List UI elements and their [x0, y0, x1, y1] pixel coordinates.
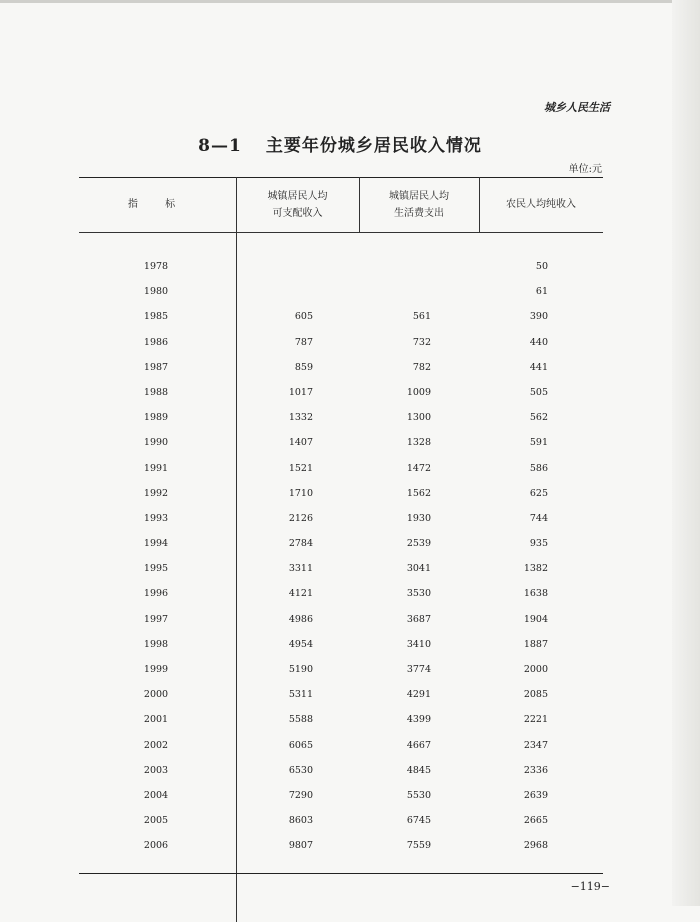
year-cell: 1987 — [143, 361, 169, 373]
urban-expenditure-cell: 3041 — [406, 563, 431, 575]
unit-label: 单位:元 — [568, 164, 602, 175]
urban-expenditure-cell: 3530 — [406, 588, 431, 600]
table-row — [79, 432, 603, 457]
year-cell: 2005 — [143, 815, 169, 827]
rural-income-cell: 1382 — [523, 563, 548, 575]
urban-expenditure-cell: 2539 — [406, 538, 431, 550]
urban-expenditure-cell: 4845 — [406, 764, 431, 776]
urban-income-cell: 3311 — [288, 563, 313, 575]
year-cell: 1993 — [143, 512, 169, 524]
header-line: 城镇居民人均 — [389, 190, 449, 202]
urban-income-cell: 859 — [294, 361, 313, 373]
rural-income-cell: 505 — [529, 386, 548, 398]
urban-expenditure-cell: 7559 — [406, 840, 431, 852]
year-cell: 1990 — [143, 437, 169, 449]
urban-income-cell: 605 — [294, 311, 313, 323]
year-cell: 1998 — [143, 638, 169, 650]
table-row — [79, 533, 603, 558]
table-body — [79, 256, 603, 861]
rural-income-cell: 625 — [529, 487, 548, 499]
urban-income-cell: 9807 — [288, 840, 313, 852]
rural-income-cell: 441 — [529, 361, 548, 373]
urban-income-cell: 1710 — [288, 487, 313, 499]
header-urban-living-expenditure — [359, 177, 479, 232]
table-row — [79, 709, 603, 734]
year-cell: 1991 — [143, 462, 169, 474]
rural-income-cell: 2000 — [523, 664, 548, 675]
year-cell: 1985 — [143, 311, 169, 323]
table-row — [79, 583, 603, 608]
urban-expenditure-cell: 6745 — [406, 815, 431, 827]
urban-expenditure-cell: 561 — [412, 311, 431, 323]
header-line: 城镇居民人均 — [267, 190, 328, 202]
table-bottom-rule — [79, 873, 603, 874]
year-cell: 1988 — [143, 386, 169, 398]
urban-expenditure-cell: 1328 — [406, 437, 431, 449]
year-cell: 2006 — [143, 840, 169, 852]
year-cell: 1986 — [143, 336, 169, 348]
table-title — [0, 131, 680, 156]
urban-expenditure-cell: 782 — [412, 361, 431, 373]
year-cell: 1995 — [143, 563, 169, 575]
urban-expenditure-cell: 1300 — [406, 412, 431, 424]
year-cell: 1980 — [143, 286, 169, 298]
urban-income-cell: 4954 — [288, 638, 313, 650]
rural-income-cell: 2665 — [523, 815, 548, 827]
urban-income-cell: 4986 — [288, 613, 313, 625]
table-row — [79, 634, 603, 659]
urban-income-cell: 1407 — [288, 437, 313, 449]
rural-income-cell: 61 — [535, 286, 548, 298]
urban-income-cell: 5588 — [288, 714, 313, 726]
rural-income-cell: 50 — [535, 261, 548, 272]
rural-income-cell: 2968 — [523, 840, 548, 852]
urban-expenditure-cell: 3687 — [406, 613, 431, 625]
year-cell: 2002 — [143, 739, 169, 751]
rural-income-cell: 1887 — [523, 638, 548, 650]
rural-income-cell: 1904 — [523, 613, 548, 625]
table-row — [79, 332, 603, 357]
urban-income-cell: 2126 — [288, 512, 313, 524]
header-line: 农民人均纯收入 — [506, 199, 576, 210]
table-row — [79, 558, 603, 583]
rural-income-cell: 440 — [529, 336, 548, 348]
year-cell: 1996 — [143, 588, 169, 600]
year-cell: 2000 — [143, 689, 169, 701]
urban-income-cell: 1017 — [288, 386, 313, 398]
year-cell: 1997 — [143, 613, 169, 625]
table-number: 8—1 — [198, 136, 242, 156]
urban-income-cell: 5311 — [288, 689, 313, 701]
rural-income-cell: 562 — [529, 412, 548, 424]
urban-expenditure-cell: 4667 — [406, 739, 431, 751]
urban-income-cell: 1521 — [288, 462, 313, 474]
urban-expenditure-cell: 732 — [412, 336, 431, 348]
table-header-rule — [79, 232, 603, 233]
year-cell: 1992 — [143, 487, 169, 499]
urban-expenditure-cell: 3410 — [406, 638, 431, 650]
rural-income-cell: 2347 — [523, 739, 548, 751]
header-line: 生活费支出 — [394, 207, 444, 219]
year-cell: 2001 — [143, 714, 169, 726]
table-row — [79, 835, 603, 860]
urban-expenditure-cell: 4291 — [406, 689, 431, 701]
table-row — [79, 458, 603, 483]
year-cell: 1999 — [143, 664, 169, 675]
table-row — [79, 684, 603, 709]
year-cell: 1989 — [143, 412, 169, 424]
urban-income-cell: 787 — [294, 336, 313, 348]
rural-income-cell: 935 — [529, 538, 548, 550]
table-title-text: 主要年份城乡居民收入情况 — [265, 136, 482, 156]
header-indicator-label: 指 标 — [127, 199, 188, 210]
year-cell: 1978 — [143, 261, 169, 272]
rural-income-cell: 591 — [529, 437, 548, 449]
urban-expenditure-cell: 1009 — [406, 386, 431, 398]
urban-income-cell: 8603 — [288, 815, 313, 827]
page-number: −119− — [570, 880, 610, 893]
table-row — [79, 659, 603, 684]
rural-income-cell: 586 — [529, 462, 548, 474]
table-row — [79, 281, 603, 306]
table-row — [79, 735, 603, 760]
rural-income-cell: 1638 — [523, 588, 548, 600]
rural-income-cell: 744 — [529, 512, 548, 524]
urban-expenditure-cell: 1472 — [406, 462, 431, 474]
urban-income-cell: 5190 — [288, 664, 313, 675]
table-row — [79, 760, 603, 785]
table-row — [79, 609, 603, 634]
rural-income-cell: 2336 — [523, 764, 548, 776]
table-row — [79, 357, 603, 382]
year-cell: 2004 — [143, 789, 169, 801]
page-top-edge — [0, 0, 700, 3]
header-line: 可支配收入 — [272, 207, 323, 219]
table-row — [79, 407, 603, 432]
table-row — [79, 256, 603, 281]
urban-expenditure-cell: 1930 — [406, 512, 431, 524]
urban-expenditure-cell: 3774 — [406, 664, 431, 675]
urban-income-cell: 6530 — [288, 764, 313, 776]
table-row — [79, 508, 603, 533]
urban-income-cell: 4121 — [288, 588, 313, 600]
table-row — [79, 810, 603, 835]
table-row — [79, 306, 603, 331]
rural-income-cell: 390 — [529, 311, 548, 323]
table-row — [79, 382, 603, 407]
table-row — [79, 785, 603, 810]
rural-income-cell: 2639 — [523, 789, 548, 801]
urban-expenditure-cell: 4399 — [406, 714, 431, 726]
urban-expenditure-cell: 5530 — [406, 789, 431, 801]
header-rural-net-income — [479, 177, 603, 232]
year-cell: 1994 — [143, 538, 169, 550]
table-row — [79, 483, 603, 508]
urban-expenditure-cell: 1562 — [406, 487, 431, 499]
header-urban-disposable-income — [236, 177, 359, 232]
urban-income-cell: 6065 — [288, 739, 313, 751]
header-indicator — [79, 177, 236, 232]
urban-income-cell: 7290 — [288, 789, 313, 801]
year-cell: 2003 — [143, 764, 169, 776]
rural-income-cell: 2221 — [523, 714, 548, 726]
urban-income-cell: 1332 — [288, 412, 313, 424]
section-header: 城乡人民生活 — [544, 101, 610, 114]
urban-income-cell: 2784 — [288, 538, 313, 550]
rural-income-cell: 2085 — [523, 689, 548, 701]
